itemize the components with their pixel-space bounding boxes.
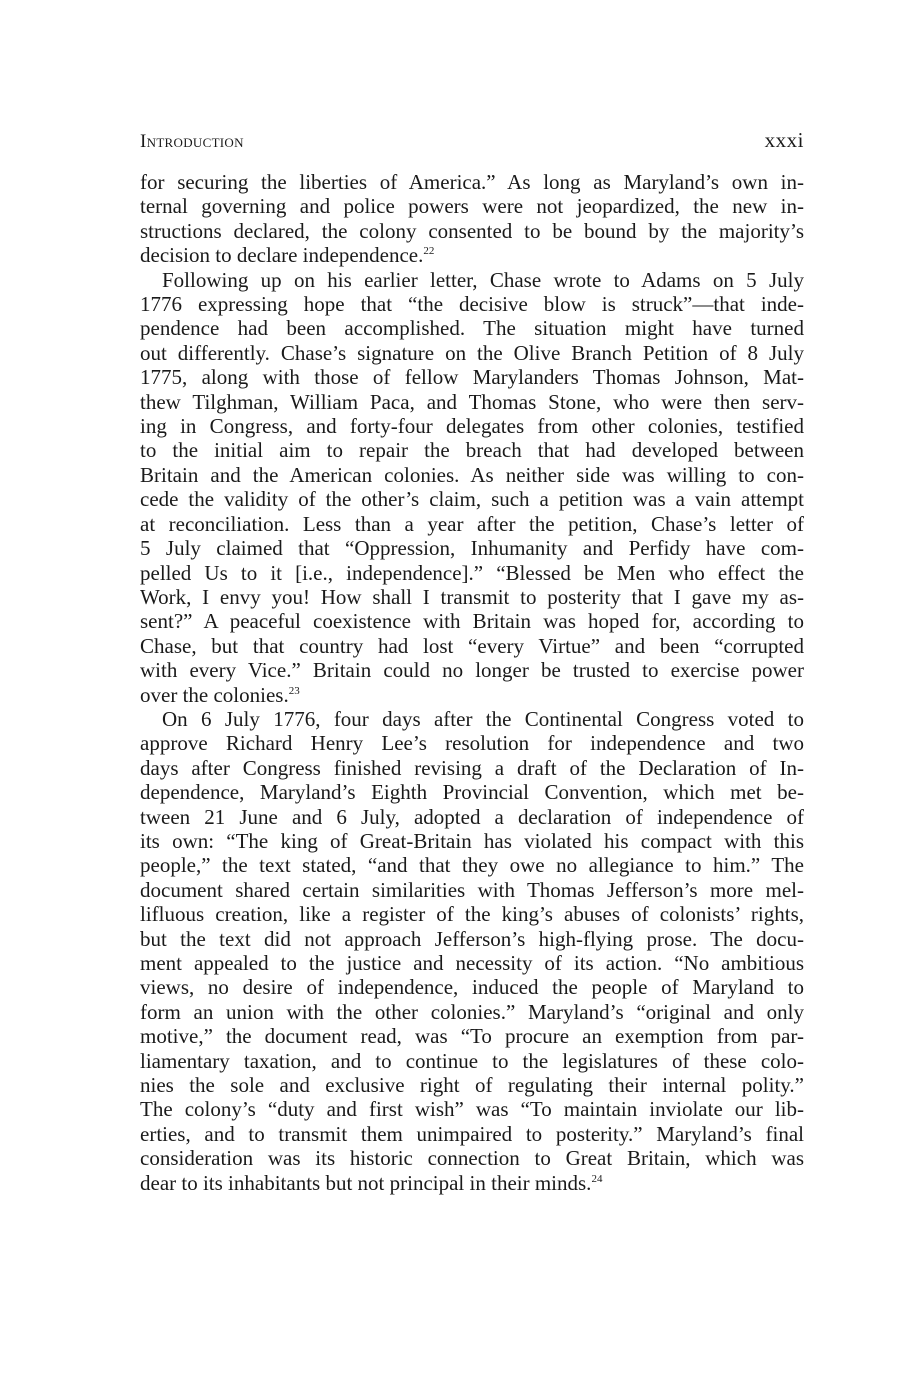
- text-line: [140, 536, 804, 560]
- text-line: [140, 341, 804, 365]
- text-line-content: cede the validity of the other’s claim, such a petition was a vain attempt: [140, 487, 804, 512]
- text-line: [140, 1146, 804, 1170]
- text-line-content: thew Tilghman, William Paca, and Thomas Stone, who were then serv-: [140, 389, 804, 414]
- text-line: [140, 170, 804, 194]
- text-line: [140, 1000, 804, 1024]
- text-line: [140, 756, 804, 780]
- footnote-marker[interactable]: 22: [423, 245, 435, 258]
- text-line-content: tween 21 June and 6 July, adopted a declaration of independence of: [140, 804, 804, 829]
- text-line-content: Chase, but that country had lost “every Virtue” and been “corrupted: [140, 633, 804, 658]
- text-line: [140, 878, 804, 902]
- text-line-content: liamentary taxation, and to continue to the legislatures of these colo-: [140, 1048, 804, 1073]
- text-line: [140, 731, 804, 755]
- text-line: [140, 1122, 804, 1146]
- text-line: [140, 365, 804, 389]
- text-line-content: pelled Us to it [i.e., independence].” “Blessed be Men who effect the: [140, 560, 804, 585]
- text-line: [140, 1049, 804, 1073]
- text-line: [140, 609, 804, 633]
- text-line-content: Britain and the American colonies. As neither side was willing to con-: [140, 462, 804, 487]
- page-number: xxxi: [764, 128, 804, 152]
- text-line: [140, 414, 804, 438]
- text-line: [140, 390, 804, 414]
- paragraph: [140, 170, 804, 268]
- text-line-content: document shared certain similarities with Thomas Jefferson’s more mel-: [140, 877, 804, 902]
- text-line-content: 1776 expressing hope that “the decisive blow is struck”—that inde-: [140, 292, 804, 317]
- text-line-content: but the text did not approach Jefferson’s high-flying prose. The docu-: [140, 926, 804, 951]
- running-head-title: Introduction: [140, 131, 244, 152]
- text-line-content: with every Vice.” Britain could no longer be trusted to exercise power: [140, 658, 804, 683]
- text-line: [140, 683, 804, 707]
- paragraph: [140, 707, 804, 1195]
- text-line: [140, 585, 804, 609]
- text-line-content: sent?” A peaceful coexistence with Britain was hoped for, according to: [140, 609, 804, 634]
- text-line-content: ternal governing and police powers were not jeopardized, the new in-: [140, 194, 804, 219]
- text-line: [140, 1171, 804, 1195]
- text-line-content: 5 July claimed that “Oppression, Inhumanity and Perfidy have com-: [140, 536, 804, 561]
- text-line: [140, 927, 804, 951]
- text-line-content: out differently. Chase’s signature on the Olive Branch Petition of 8 July: [140, 340, 804, 365]
- text-line: [140, 658, 804, 682]
- text-line-content: at reconciliation. Less than a year after the petition, Chase’s letter of: [140, 511, 804, 536]
- text-line: [140, 463, 804, 487]
- text-line: [140, 438, 804, 462]
- text-line-content: approve Richard Henry Lee’s resolution for independence and two: [140, 731, 804, 756]
- text-line-content: On 6 July 1776, four days after the Continental Congress voted to: [162, 706, 804, 731]
- text-line-content: ment appealed to the justice and necessity of its action. “No ambitious: [140, 951, 804, 975]
- text-line-content: structions declared, the colony consented to be bound by the majority’s: [140, 218, 804, 243]
- text-line: [140, 902, 804, 926]
- footnote-marker[interactable]: 24: [591, 1172, 603, 1185]
- text-line: [140, 853, 804, 877]
- paragraph: [140, 268, 804, 707]
- text-line: [140, 780, 804, 804]
- book-page: [140, 128, 804, 1195]
- text-line-content: decision to declare independence.: [140, 243, 424, 268]
- text-line-content: dear to its inhabitants but not principal in their minds.: [140, 1170, 592, 1195]
- text-line-content: Following up on his earlier letter, Chase wrote to Adams on 5 July: [162, 267, 804, 292]
- text-line: [140, 512, 804, 536]
- text-line-content: form an union with the other colonies.” Maryland’s “original and only: [140, 999, 804, 1024]
- text-line-content: lifluous creation, like a register of the king’s abuses of colonists’ rights,: [140, 902, 804, 927]
- text-line: [140, 805, 804, 829]
- text-line-content: ing in Congress, and forty-four delegates from other colonies, testified: [140, 414, 804, 439]
- text-line-content: for securing the liberties of America.” As long as Maryland’s own in-: [140, 170, 804, 194]
- text-line: [140, 707, 804, 731]
- text-line-content: days after Congress finished revising a draft of the Declaration of In-: [140, 755, 804, 780]
- running-head: [140, 128, 804, 158]
- text-line: [140, 561, 804, 585]
- text-line-content: dependence, Maryland’s Eighth Provincial Convention, which met be-: [140, 780, 804, 805]
- text-line: [140, 268, 804, 292]
- text-line: [140, 1073, 804, 1097]
- text-line-content: its own: “The king of Great-Britain has violated his compact with this: [140, 828, 804, 853]
- text-line: [140, 951, 804, 975]
- text-line-content: to the initial aim to repair the breach that had developed between: [140, 438, 804, 463]
- text-line-content: people,” the text stated, “and that they owe no allegiance to him.” The: [140, 853, 804, 878]
- body-text: [140, 170, 804, 1195]
- text-line: [140, 292, 804, 316]
- text-line-content: erties, and to transmit them unimpaired to posterity.” Maryland’s final: [140, 1121, 804, 1146]
- text-line: [140, 1024, 804, 1048]
- text-line-content: The colony’s “duty and first wish” was “To maintain inviolate our lib-: [140, 1097, 804, 1122]
- text-line: [140, 1097, 804, 1121]
- text-line-content: consideration was its historic connection to Great Britain, which was: [140, 1146, 804, 1171]
- footnote-marker[interactable]: 23: [288, 684, 300, 697]
- text-line: [140, 975, 804, 999]
- text-line: [140, 829, 804, 853]
- text-line: [140, 243, 804, 267]
- text-line-content: Work, I envy you! How shall I transmit to posterity that I gave my as-: [140, 584, 804, 609]
- text-line: [140, 634, 804, 658]
- text-line: [140, 487, 804, 511]
- text-line: [140, 316, 804, 340]
- text-line-content: nies the sole and exclusive right of regulating their internal polity.”: [140, 1073, 804, 1098]
- text-line-content: pendence had been accomplished. The situation might have turned: [140, 316, 804, 341]
- text-line-content: views, no desire of independence, induced the people of Maryland to: [140, 975, 804, 1000]
- text-line: [140, 219, 804, 243]
- text-line-content: over the colonies.: [140, 682, 289, 707]
- text-line-content: 1775, along with those of fellow Marylanders Thomas Johnson, Mat-: [140, 365, 804, 390]
- text-line: [140, 194, 804, 218]
- text-line-content: motive,” the document read, was “To procure an exemption from par-: [140, 1024, 804, 1049]
